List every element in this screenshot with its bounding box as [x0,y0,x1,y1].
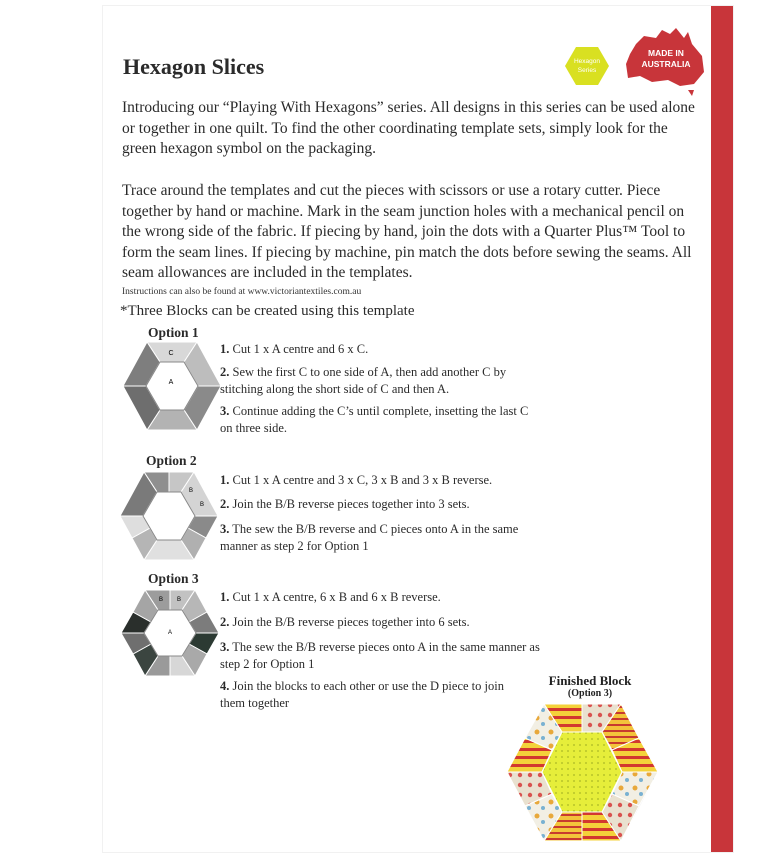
made-in-australia-icon [622,24,708,100]
option-3-step-4: 4. Join the blocks to each other or use the D piece to join them together [220,679,504,710]
website-note: Instructions can also be found at www.victoriantextiles.com.au [122,287,362,297]
page-title: Hexagon Slices [123,54,265,79]
piece-label-b: B [188,488,194,494]
option-2-title: Option 2 [146,453,197,468]
option-3-step-3: 3. The sew the B/B reverse pieces onto A in the same manner as step 2 for Option 1 [220,640,540,671]
intro-paragraph: Introducing our “Playing With Hexagons” series. All designs in this series can be used alone or together in one quilt. To find the other coordinating template sets, simply look for the green hexagon symbol on the packaging. [122,99,695,157]
finished-block-subtitle: (Option 3) [567,688,613,699]
option-2-step-1: 1. Cut 1 x A centre and 3 x C, 3 x B and 3 x B reverse. [220,473,493,487]
option-2-step-2: 2. Join the B/B reverse pieces together into 3 sets. [220,497,470,511]
finished-block-title: Finished Block [548,673,632,688]
option-1-title: Option 1 [148,325,199,340]
option-1-hexagon-diagram [122,340,222,432]
red-edge-bar [711,6,733,852]
option-2-hexagon-diagram [118,470,220,562]
option-1-step-1: 1. Cut 1 x A centre and 6 x C. [220,342,369,356]
piece-label-b: B [158,597,164,603]
piece-label-b-reverse: B [176,597,182,603]
option-1-step-2: 2. Sew the first C to one side of A, then add another C by stitching along the short side of C and then A. [220,365,507,396]
option-3-hexagon-diagram [120,588,220,678]
option-1-step-3: 3. Continue adding the C’s until complete, insetting the last C on three side. [220,404,529,435]
option-3-step-2: 2. Join the B/B reverse pieces together into 6 sets. [220,615,470,629]
made-in-line2: AUSTRALIA [641,59,691,69]
badge-line1: Hexagon [573,58,601,65]
three-blocks-note: *Three Blocks can be created using this template [120,303,415,319]
hexagon-series-badge-icon [565,46,609,86]
option-3-step-1: 1. Cut 1 x A centre, 6 x B and 6 x B reverse. [220,590,441,604]
piece-label-a: A [168,379,174,386]
instructions-paragraph: Trace around the templates and cut the pieces with scissors or use a rotary cutter. Piece together by hand or machine. Mark in the seam junction holes with a mechanical pencil on the wrong side of the fabric. If piecing by hand, join the dots with a Quarter Plus™ Tool to form the seam lines. If piecing by machine, pin match the dots before sewing the seams. All seam allowances are included in the templates. [122,182,692,281]
made-in-line1: MADE IN [648,48,684,58]
option-3-title: Option 3 [148,571,199,586]
badge-line2: Series [577,67,597,74]
option-2-step-3: 3. The sew the B/B reverse and C pieces onto A in the same manner as step 2 for Option 1 [220,522,519,553]
finished-block-quilt-image [505,700,660,845]
piece-label-c: C [168,350,174,357]
piece-label-a: A [167,630,173,636]
piece-label-b-reverse: B [199,502,205,508]
